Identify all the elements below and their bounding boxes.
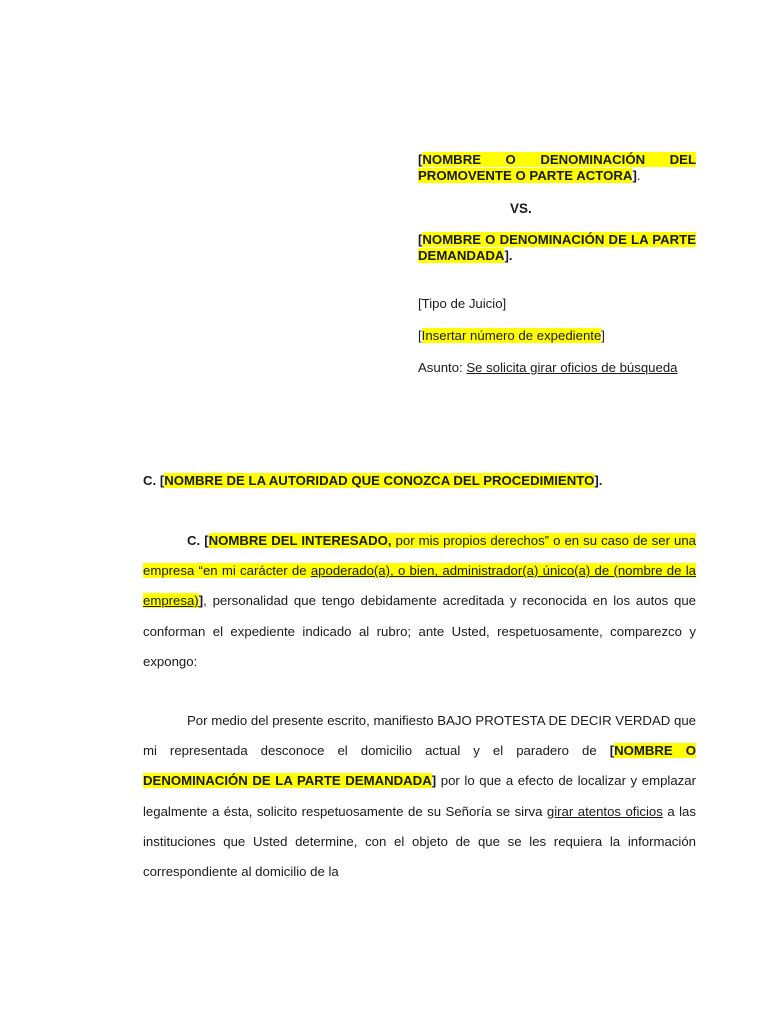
plaintiff-close-bracket: ] bbox=[632, 168, 637, 183]
versus-label: VS. bbox=[510, 201, 532, 216]
trial-type: [Tipo de Juicio] bbox=[418, 296, 507, 311]
defendant-name: NOMBRE O DENOMINACIÓN DE LA PARTE DEMANDADA bbox=[418, 232, 696, 263]
file-close-bracket: ] bbox=[601, 328, 605, 343]
request-open-bracket: [ bbox=[609, 743, 615, 759]
capacity-role: apoderado(a), o bien, administrador(a) único(a) de (nombre de la empresa) bbox=[143, 563, 696, 609]
authority-suffix: ]. bbox=[594, 473, 603, 488]
file-number: Insertar número de expediente bbox=[421, 328, 602, 343]
plaintiff-period: . bbox=[636, 168, 641, 183]
authority-prefix: C. [ bbox=[143, 473, 165, 488]
file-number-block bbox=[418, 328, 696, 344]
subject-block bbox=[418, 360, 696, 376]
request-text-2: por lo que a efecto de localizar y emplazar legalmente a ésta, solicito respetuosamente de su Señoría se sirva bbox=[143, 773, 696, 819]
plaintiff-name: NOMBRE O DENOMINACIÓN DEL PROMOVENTE O PARTE ACTORA bbox=[418, 152, 696, 183]
paragraph-request bbox=[143, 706, 696, 887]
paragraph-appearance bbox=[143, 526, 696, 677]
authority-name: NOMBRE DE LA AUTORIDAD QUE CONOZCA DEL PROCEDIMIENTO bbox=[164, 473, 595, 488]
request-close-bracket: ] bbox=[431, 773, 437, 789]
request-defendant-name: NOMBRE O DENOMINACIÓN DE LA PARTE DEMANDADA bbox=[143, 743, 696, 789]
subject-text: Se solicita girar oficios de búsqueda bbox=[466, 360, 678, 375]
request-underlined-phrase: girar atentos oficios bbox=[546, 803, 663, 819]
request-text-1: Por medio del presente escrito, manifiesto BAJO PROTESTA DE DECIR VERDAD que mi representada desconoce el domicilio actual y el paradero de bbox=[143, 713, 696, 759]
defendant-block bbox=[418, 232, 696, 264]
interested-close-bracket: ] bbox=[198, 593, 204, 609]
file-open-bracket: [ bbox=[418, 328, 422, 343]
plaintiff-open-bracket: [ bbox=[418, 152, 423, 167]
appearance-text: , personalidad que tengo debidamente acreditada y reconocida en los autos que conforman el expediente indicado al rubro; ante Usted, respetuosamente, comparezco y expongo: bbox=[143, 593, 696, 669]
capacity-text: por mis propios derechos” o en su caso de ser una empresa “en mi carácter de bbox=[143, 533, 697, 579]
defendant-open-bracket: [ bbox=[418, 232, 423, 247]
subject-label: Asunto: bbox=[418, 360, 467, 375]
interested-prefix: C. [ bbox=[187, 533, 209, 548]
authority-line bbox=[143, 473, 703, 489]
plaintiff-block bbox=[418, 152, 696, 184]
request-text-3: a las instituciones que Usted determine, con el objeto de que se les requiera la información correspondiente al domicilio de la bbox=[143, 803, 696, 880]
defendant-close-bracket: ]. bbox=[504, 248, 513, 263]
interested-name: NOMBRE DEL INTERESADO, bbox=[208, 533, 392, 548]
